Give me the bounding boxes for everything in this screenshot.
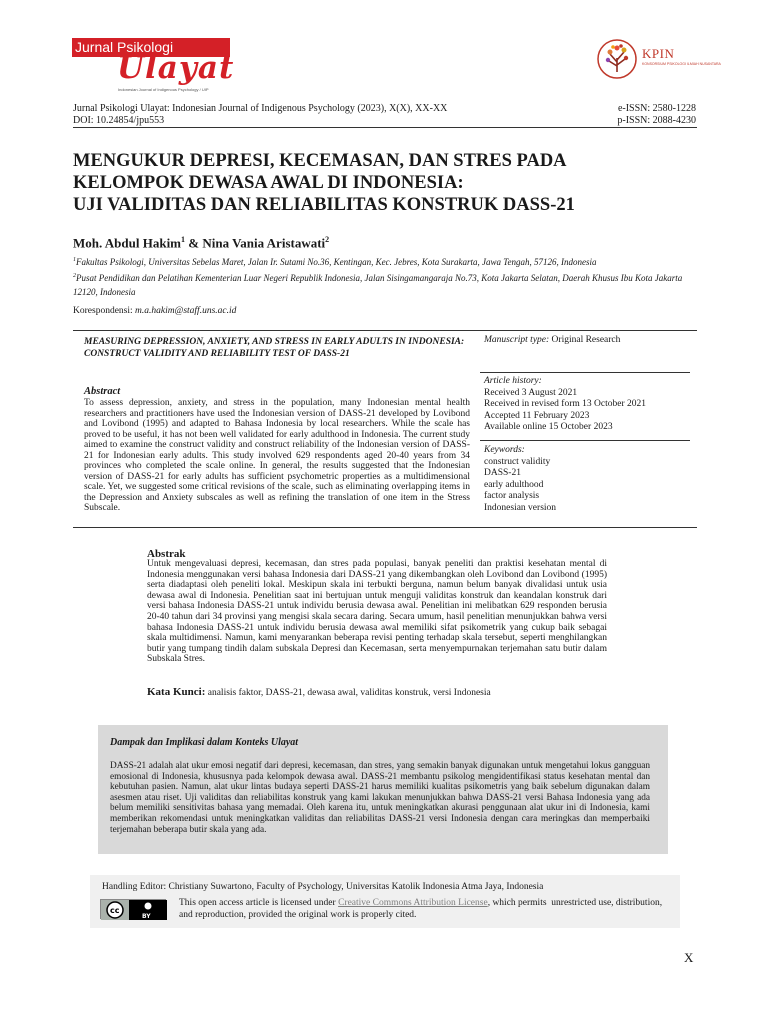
handling-editor: Handling Editor: Christiany Suwartono, Faculty of Psychology, Universitas Katolik Indonesia Atma Jaya, Indonesia xyxy=(102,882,544,892)
correspondence xyxy=(73,306,236,316)
history-item: Received in revised form 13 October 2021 xyxy=(484,399,646,409)
logo-sub-text: Indonesian Journal of Indigenous Psychology / UIP xyxy=(118,87,209,92)
title-line-2: KELOMPOK DEWASA AWAL DI INDONESIA: xyxy=(73,173,464,193)
affiliation-1-sup: 1 xyxy=(73,257,76,263)
abstrak-heading: Abstrak xyxy=(147,548,186,560)
keywords-label: Keywords: xyxy=(484,445,525,455)
pissn: p-ISSN: 2088-4230 xyxy=(617,115,696,126)
journal-line: Jurnal Psikologi Ulayat: Indonesian Journal of Indigenous Psychology (2023), X(X), XX-XX xyxy=(73,103,448,114)
doi: DOI: 10.24854/jpu553 xyxy=(73,115,165,126)
sidebar-rule-2 xyxy=(480,440,690,441)
keyword-item: factor analysis xyxy=(484,491,540,501)
manuscript-type xyxy=(484,335,690,347)
article-title xyxy=(73,150,697,216)
kpin-logo xyxy=(596,38,721,80)
article-history xyxy=(484,376,690,434)
logo-main-text: Ulayat xyxy=(117,50,235,86)
affiliation-1-text: Fakultas Psikologi, Universitas Sebelas Maret, Jalan Ir. Sutami No.36, Kentingan, Kec. Jebres, Kota Surakarta, Jawa Tengah, 57126, Indonesia xyxy=(76,257,597,267)
by-label: BY xyxy=(142,913,151,920)
kata-kunci-label: Kata Kunci: xyxy=(147,686,206,698)
affiliation-2-text: Pusat Pendidikan dan Pelatihan Kementerian Luar Negeri Republik Indonesia, Jalan Sisingamangaraja No.73, Kota Jakarta Selatan, Daerah Khusus Ibu Kota Jakarta 12120, Indonesia xyxy=(73,273,683,297)
page-number: X xyxy=(684,950,694,965)
license-pre: This open access article is licensed under xyxy=(179,898,339,908)
affiliation-2 xyxy=(73,269,697,299)
kpin-sub-text: KONSORSIUM PSIKOLOGI ILMIAH NUSANTARA xyxy=(642,62,721,66)
keyword-item: Indonesian version xyxy=(484,502,557,513)
keyword-item: construct validity xyxy=(484,456,551,467)
author-joiner: & xyxy=(185,235,203,251)
keyword-item: early adulthood xyxy=(484,479,544,490)
keyword-item: DASS-21 xyxy=(484,468,521,478)
sidebar-rule-1 xyxy=(480,372,690,373)
correspondence-email[interactable]: m.a.hakim@staff.uns.ac.id xyxy=(135,306,237,316)
manuscript-value: Original Research xyxy=(549,335,621,345)
kpin-name: KPIN xyxy=(642,46,675,61)
header-rule xyxy=(73,127,697,128)
affiliation-2-sup: 2 xyxy=(73,273,76,279)
cc-by-badge[interactable] xyxy=(100,899,166,919)
affiliations xyxy=(73,253,697,299)
abstract-heading: Abstract xyxy=(84,386,121,397)
license-post: , which permits unrestricted use, distribution, and reproduction, provided the original work is properly cited. xyxy=(179,898,665,920)
eissn: e-ISSN: 2580-1228 xyxy=(617,103,696,114)
abstract-top-rule xyxy=(73,330,697,331)
journal-meta xyxy=(73,103,447,127)
footer-box xyxy=(90,875,680,928)
impact-text: DASS-21 adalah alat ukur emosi negatif dari depresi, kecemasan, dan stres, yang semakin banyak digunakan untuk mengetahui lokus gangguan emosional di Indonesia, khususnya pada kelompok dewasa awal. DASS-21 membantu psikolog mengidentifikasi status kesehatan mental dan kebutuhan pasien. Namun, alat ukur lintas budaya seperti DASS-21 harus memiliki kualitas psikometris yang baik sebelum digunakan dalam asesmen atau riset. Uji validitas dan reliabilitas konstruk yang kami lakukan menunjukkan bahwa DASS-21 versi Bahasa Indonesia yang ada belum memiliki sensitivitas bahasa yang memadai. Oleh karena itu, untuk meningkatkan akurasi penggunaan alat ukur ini di Indonesia, kami memberikan rekomendasi untuk meningkatkan validitas dan reliabilitas DASS-21 versi Indonesia dengan cara meringkas dan memperbaiki terjemahan beberapa butir skala yang ada. xyxy=(110,761,650,835)
abstract-text: To assess depression, anxiety, and stress in the population, many Indonesian mental health researchers and practitioners have used the Indonesian version of DASS-21 developed by Lovibond and Lovibond (1995) and adapted to Bahasa Indonesia by local researchers. While the scale has proved to be useful, it has not been well validated for early adulthood in Indonesia. The current study aimed to examine the construct validity and construct reliability of the Indonesian version of DASS-21 for Indonesian early adults. This study involved 629 respondents aged 20-40 years from 34 provinces who completed the scale online. In general, the results suggested that the Indonesian version of DASS-21 for early adults has sufficient psychometric properties as a multidimensional scale. Yet, we suggested some critical revisions of the scale, such as eliminating overlapping items in the Depression and Anxiety subscales as well as refining the translation of one item in the Stress Subscale. xyxy=(84,398,470,513)
authors xyxy=(73,235,329,251)
kpin-tree-icon xyxy=(596,38,640,80)
correspondence-label: Korespondensi: xyxy=(73,306,136,316)
impact-box xyxy=(98,725,668,854)
title-line-1: MENGUKUR DEPRESI, KECEMASAN, DAN STRES PADA xyxy=(73,151,567,171)
kata-kunci xyxy=(147,686,491,698)
author-1-sup: 1 xyxy=(181,235,186,244)
author-1: Moh. Abdul Hakim xyxy=(73,235,182,251)
cc-label: cc xyxy=(110,906,120,915)
abstract-bottom-rule xyxy=(73,527,697,528)
journal-logo xyxy=(72,38,235,96)
english-title: MEASURING DEPRESSION, ANXIETY, AND STRESS IN EARLY ADULTS IN INDONESIA: CONSTRUCT VALIDITY AND RELIABILITY TEST OF DASS-21 xyxy=(84,337,465,359)
keywords xyxy=(484,445,690,514)
issn-meta xyxy=(617,103,696,127)
abstrak-text: Untuk mengevaluasi depresi, kecemasan, dan stres pada populasi, banyak peneliti dan praktisi kesehatan mental di Indonesia menggunakan versi bahasa Indonesia dari DASS-21 yang dikembangkan oleh Lovibond dan Lovibond (1995) serta diadaptasi oleh peneliti lokal. Meskipun skala ini terbukti berguna, namun belum banyak divalidasi untuk usia dewasa awal di Indonesia. Penelitian saat ini bertujuan untuk menguji validitas konstruk dan keandalan konstruk dari versi bahasa Indonesia DASS-21 untuk individu berusia dewasa awal. Penelitian ini melibatkan 629 responden berusia 20-40 tahun dari 34 provinsi yang mengisi skala secara daring. Secara umum, hasil penelitian menunjukkan bahwa versi bahasa Indonesia DASS-21 untuk individu berusia dewasa awal memiliki sifat psikometrik yang cukup baik sebagai skala multidimensi. Namun, kami menyarankan beberapa revisi penting terhadap skala tersebut, seperti menghilangkan butir yang tumpang tindih dalam subskala Depresi dan Kecemasan, serta menyempurnakan terjemahan satu butir dalam Subskala Stres. xyxy=(147,559,607,665)
impact-heading: Dampak dan Implikasi dalam Konteks Ulayat xyxy=(110,737,299,748)
cc-by-icon xyxy=(101,900,167,920)
history-item: Received 3 August 2021 xyxy=(484,387,578,398)
author-2: Nina Vania Aristawati xyxy=(202,235,326,251)
author-2-sup: 2 xyxy=(325,235,330,244)
manuscript-label: Manuscript type: xyxy=(484,335,550,345)
title-line-3: UJI VALIDITAS DAN RELIABILITAS KONSTRUK DASS-21 xyxy=(73,195,575,215)
kata-kunci-value: analisis faktor, DASS-21, dewasa awal, validitas konstruk, versi Indonesia xyxy=(205,688,491,698)
license-text xyxy=(179,897,675,921)
affiliation-1 xyxy=(73,253,697,269)
history-item: Accepted 11 February 2023 xyxy=(484,410,590,421)
license-link[interactable]: Creative Commons Attribution License xyxy=(338,898,488,908)
logo-top-text: Jurnal Psikologi xyxy=(75,39,174,55)
history-label: Article history: xyxy=(484,376,542,386)
history-item: Available online 15 October 2023 xyxy=(484,422,613,432)
